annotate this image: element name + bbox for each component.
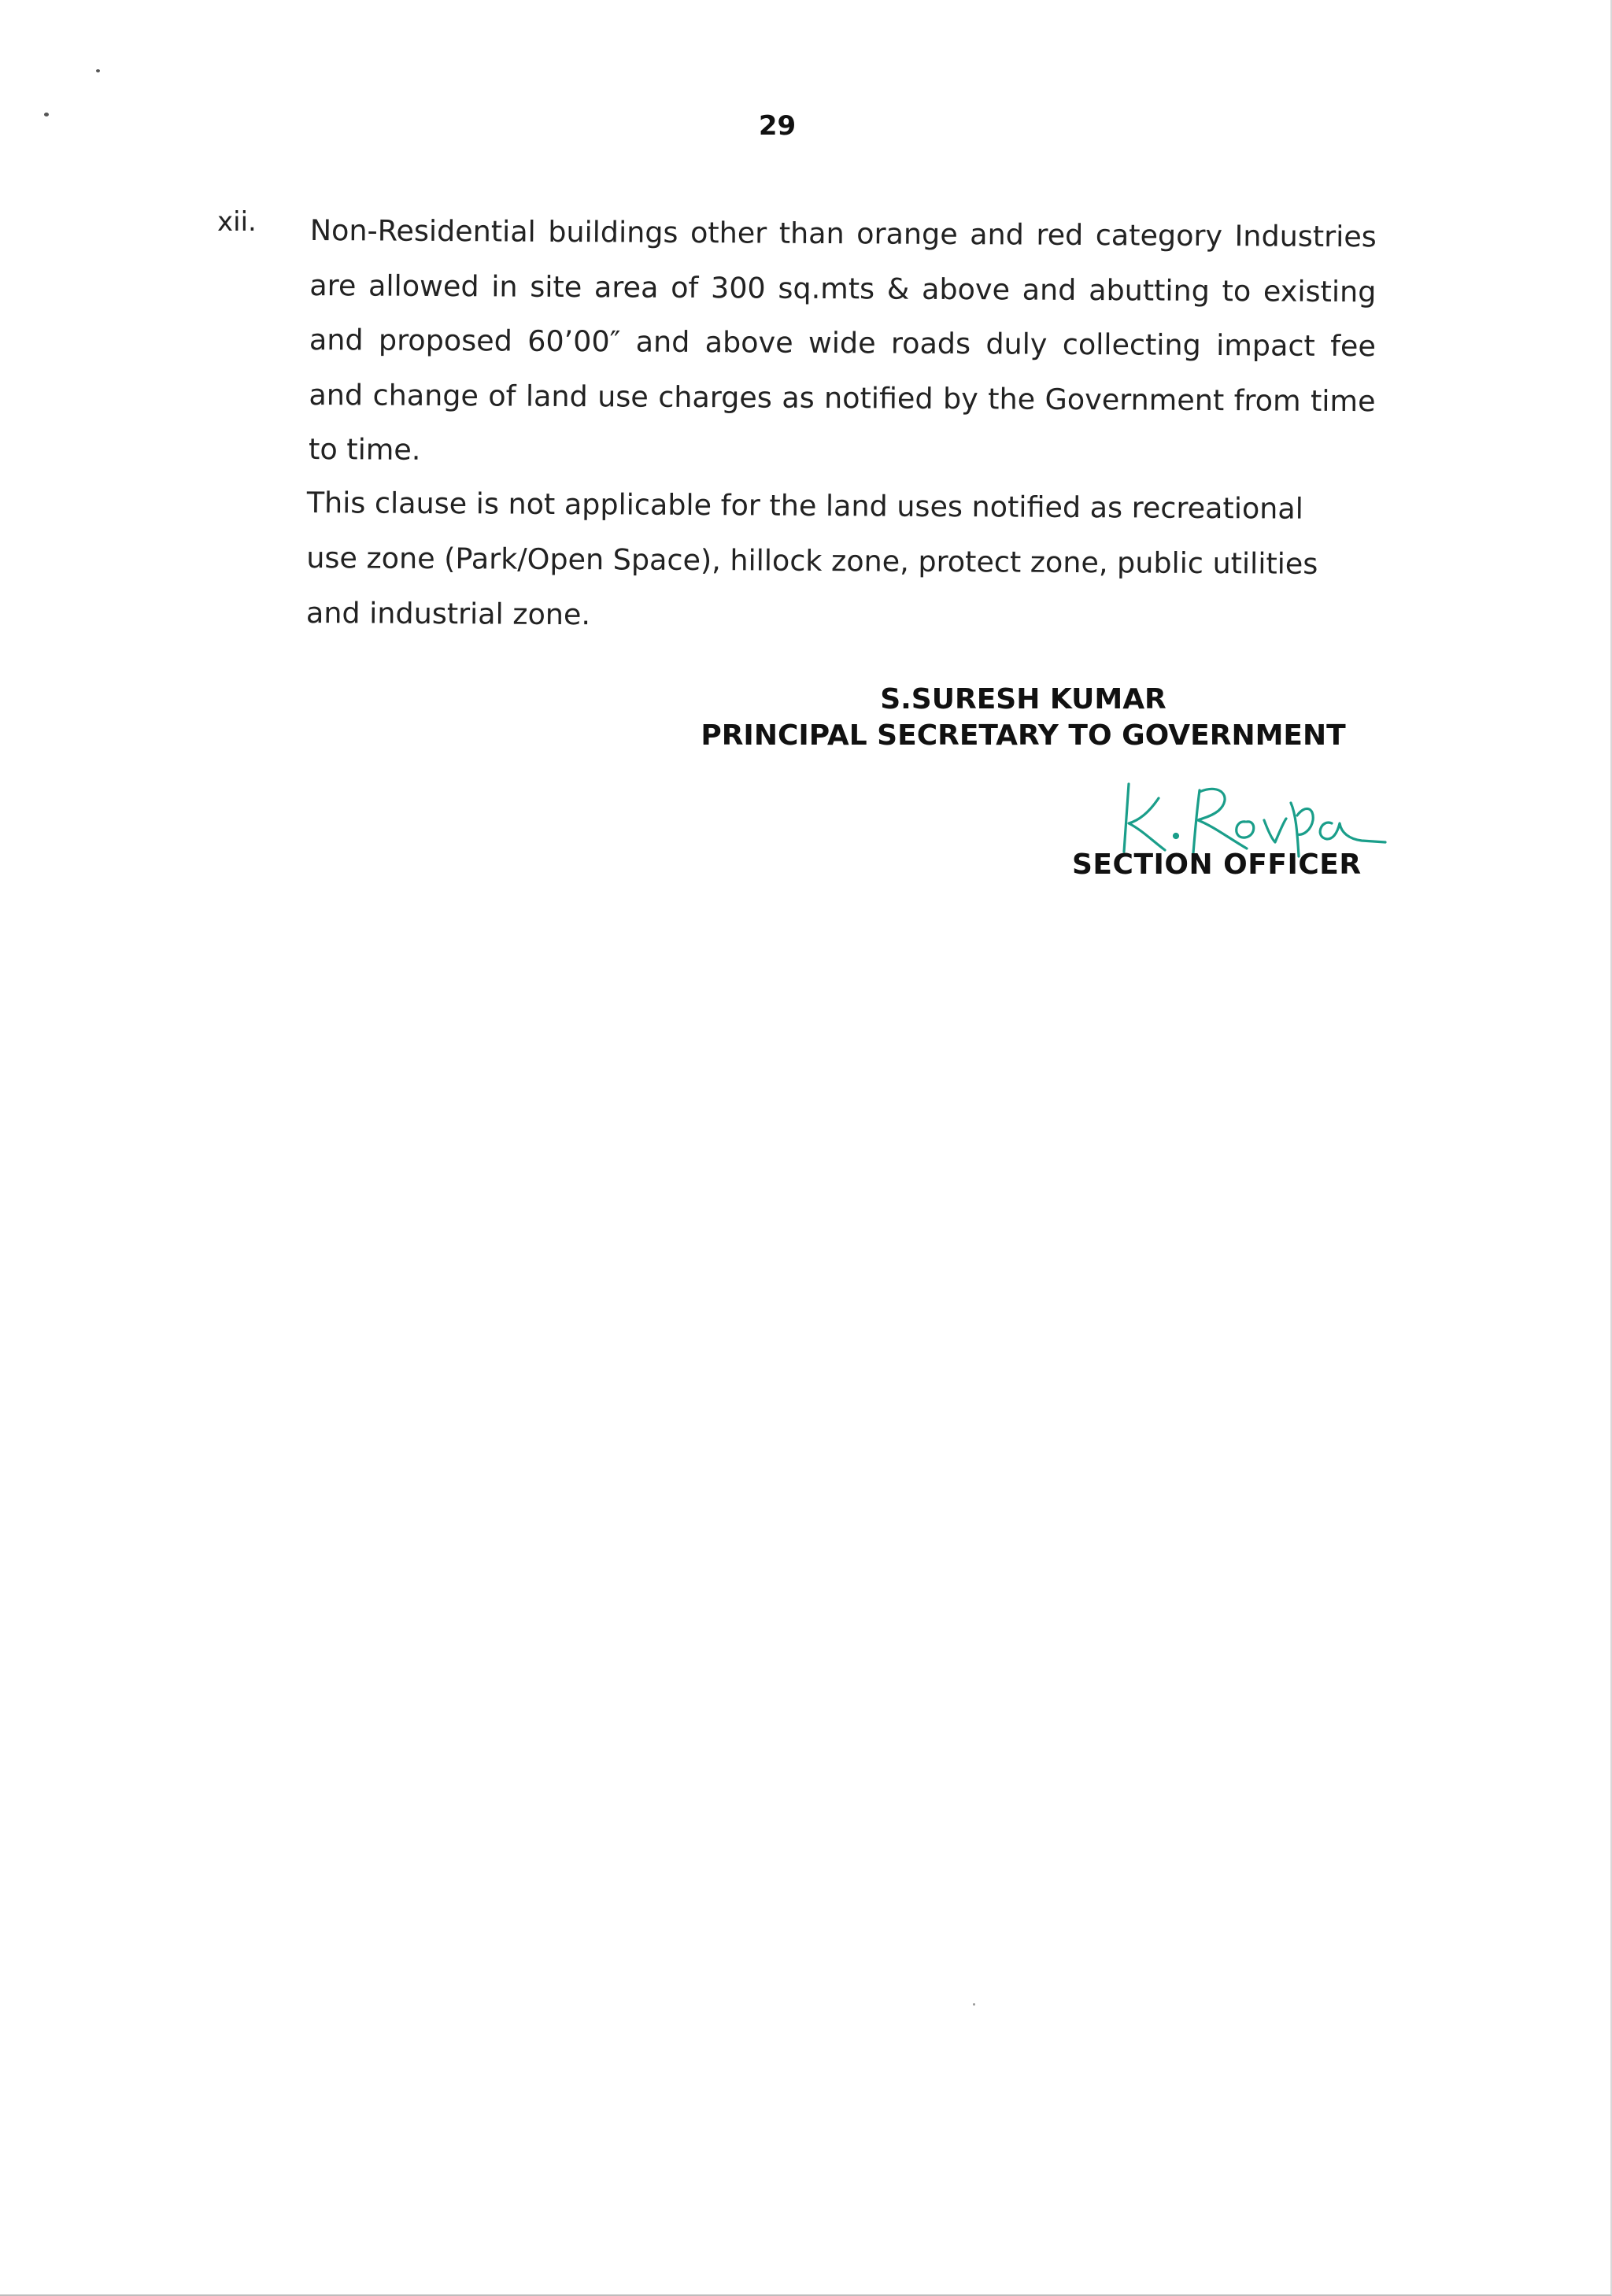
- page-number: 29: [758, 110, 797, 142]
- clause-body: Non-Residential buildings other than orange and red category Industries are allowed in site area of 300 sq.mts & above and abutting to existing and proposed 60’00″ and above wide roads duly collecting impact fee and change of land use charges as notified by the Government from time to time.: [308, 213, 1377, 467]
- scan-dot: [973, 2003, 975, 2006]
- clause-note: This clause is not applicable for the land uses notified as recreational use zone (Park/Open Space), hillock zone, protect zone, public utilities and industrial zone.: [305, 485, 1318, 632]
- signatory-block: [630, 682, 1417, 754]
- signatory-designation: PRINCIPAL SECRETARY TO GOVERNMENT: [701, 719, 1346, 752]
- signatory-name: S.SURESH KUMAR: [880, 683, 1166, 715]
- section-officer-title: SECTION OFFICER: [1072, 849, 1362, 881]
- scan-speck: [96, 69, 100, 72]
- clause-marker: xii.: [217, 206, 257, 238]
